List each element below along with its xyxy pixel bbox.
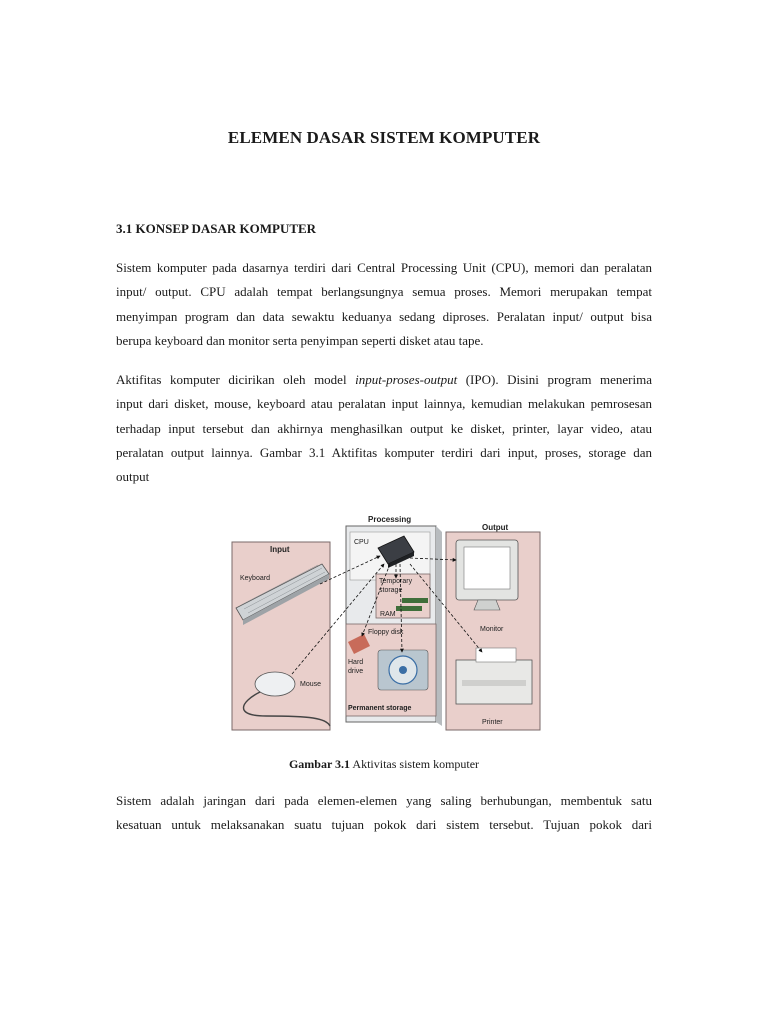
label-printer: Printer [482,719,503,726]
label-permanent-storage: Permanent storage [348,705,412,712]
ipo-term: input-proses-output [355,372,458,387]
paragraph-line: terhadap input tersebut dan akhirnya menghasilkan output ke disket, printer, layar video, atau [116,420,652,436]
paragraph-line: output [116,469,150,485]
label-monitor: Monitor [480,626,504,633]
paragraph-line: peralatan output lainnya. Gambar 3.1 Aktifitas komputer terdiri dari input, proses, storage dan [116,444,652,460]
label-floppy-disk: Floppy disk [368,629,404,636]
caption-text: Aktivitas sistem komputer [350,757,480,771]
monitor-icon [456,540,518,610]
paragraph-line: input/ output. CPU adalah tempat berlangsungnya semua proses. Memori merupakan tempat [116,284,652,300]
label-hard-drive: Hard [348,659,364,666]
figure-caption [0,757,768,772]
figure-computer-system [230,512,542,734]
label-keyboard: Keyboard [240,575,270,582]
paragraph-2 [116,368,652,489]
label-output: Output [482,523,509,532]
label-processing: Processing [368,515,412,524]
page-title: ELEMEN DASAR SISTEM KOMPUTER [227,128,541,147]
label-mouse: Mouse [300,681,322,688]
label-temporary-storage-2: storage [379,587,403,594]
paragraph-line: Sistem komputer pada dasarnya terdiri dari Central Processing Unit (CPU), memori dan peralatan [116,260,652,275]
label-temporary-storage: Temporary [379,578,413,585]
text-run: (IPO). Disini program menerima [457,372,653,387]
paragraph-line: menyimpan program dan data sewaktu keduanya sedang diproses. Peralatan input/ output bisa [116,308,652,324]
label-cpu: CPU [354,539,369,546]
paragraph-3 [116,789,652,838]
paragraph-line: input dari disket, mouse, keyboard atau peralatan input lainnya, kemudian melakukan pemrosesan [116,396,652,412]
paragraph-line: berupa keyboard dan monitor serta penyimpan seperti disket atau tape. [116,332,484,348]
label-input: Input [270,545,290,554]
paragraph-line: kesatuan untuk melaksanakan suatu tujuan pokok dari sistem tersebut. Tujuan pokok dari [116,817,652,833]
caption-label: Gambar 3.1 [288,757,351,771]
paragraph-line [116,368,652,392]
label-hard-drive-2: drive [348,668,364,675]
paragraph-1 [116,256,652,353]
section-heading: 3.1 KONSEP DASAR KOMPUTER [116,221,317,236]
label-ram: RAM [380,611,396,618]
hard-drive-icon [378,650,428,690]
text-run: Aktifitas komputer dicirikan oleh model [116,372,356,387]
paragraph-line: Sistem adalah jaringan dari pada elemen-elemen yang saling berhubungan, membentuk satu [116,793,652,808]
